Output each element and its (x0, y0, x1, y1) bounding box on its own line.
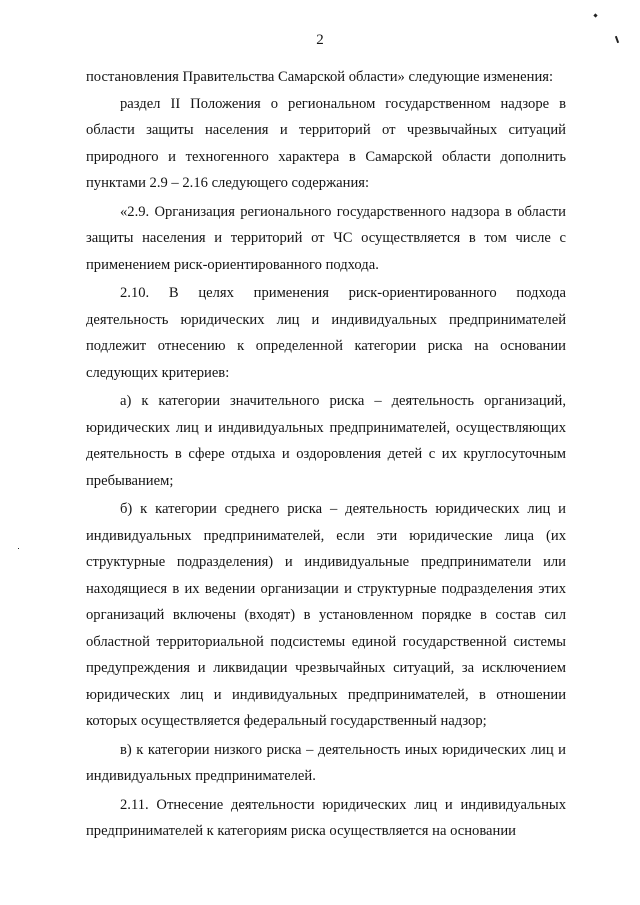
scan-speck (18, 548, 19, 549)
paragraph-item-a: а) к категории значительного риска – деятельность организаций, юридических лиц и индивидуальных предпринимателей, осуществляющих деятельность в сфере отдыха и оздоровления детей с их круглосуточным пребыванием; (86, 393, 566, 489)
paragraph-item-c: в) к категории низкого риска – деятельность иных юридических лиц и индивидуальных предпринимателей. (86, 741, 566, 784)
paragraph-intro: постановления Правительства Самарской области» следующие изменения: (86, 69, 554, 85)
document-body (86, 64, 566, 845)
page-number: 2 (316, 32, 324, 48)
paragraph-section-ii: раздел II Положения о региональном государственном надзоре в области защиты населения и территорий от чрезвычайных ситуаций природного и техногенного характера в Самарской области дополнить пунктами 2.9 – 2.16 следующего содержания: (86, 95, 566, 191)
paragraph-2-9: «2.9. Организация регионального государственного надзора в области защиты населения и территорий от ЧС осуществляется в том числе с применением риск-ориентированного подхода. (86, 203, 566, 273)
scan-speck (593, 13, 597, 17)
paragraph-2-11: 2.11. Отнесение деятельности юридических лиц и индивидуальных предпринимателей к категориям риска осуществляется на основании (86, 796, 566, 839)
paragraph-item-b: б) к категории среднего риска – деятельность юридических лиц и индивидуальных предпринимателей, если эти юридические лица (их структурные подразделения) и индивидуальные предприниматели или находящиеся в их ведении организации и структурные подразделения этих организаций включены (входят) в установленном порядке в состав сил областной территориальной подсистемы единой государственной системы предупреждения и ликвидации чрезвычайных ситуаций, за исключением юридических лиц и индивидуальных предпринимателей, в отношении которых осуществляется федеральный государственный надзор; (86, 501, 566, 729)
paragraph-2-10: 2.10. В целях применения риск-ориентированного подхода деятельность юридических лиц и индивидуальных предпринимателей подлежит отнесению к определенной категории риска на основании следующих критериев: (86, 285, 566, 381)
